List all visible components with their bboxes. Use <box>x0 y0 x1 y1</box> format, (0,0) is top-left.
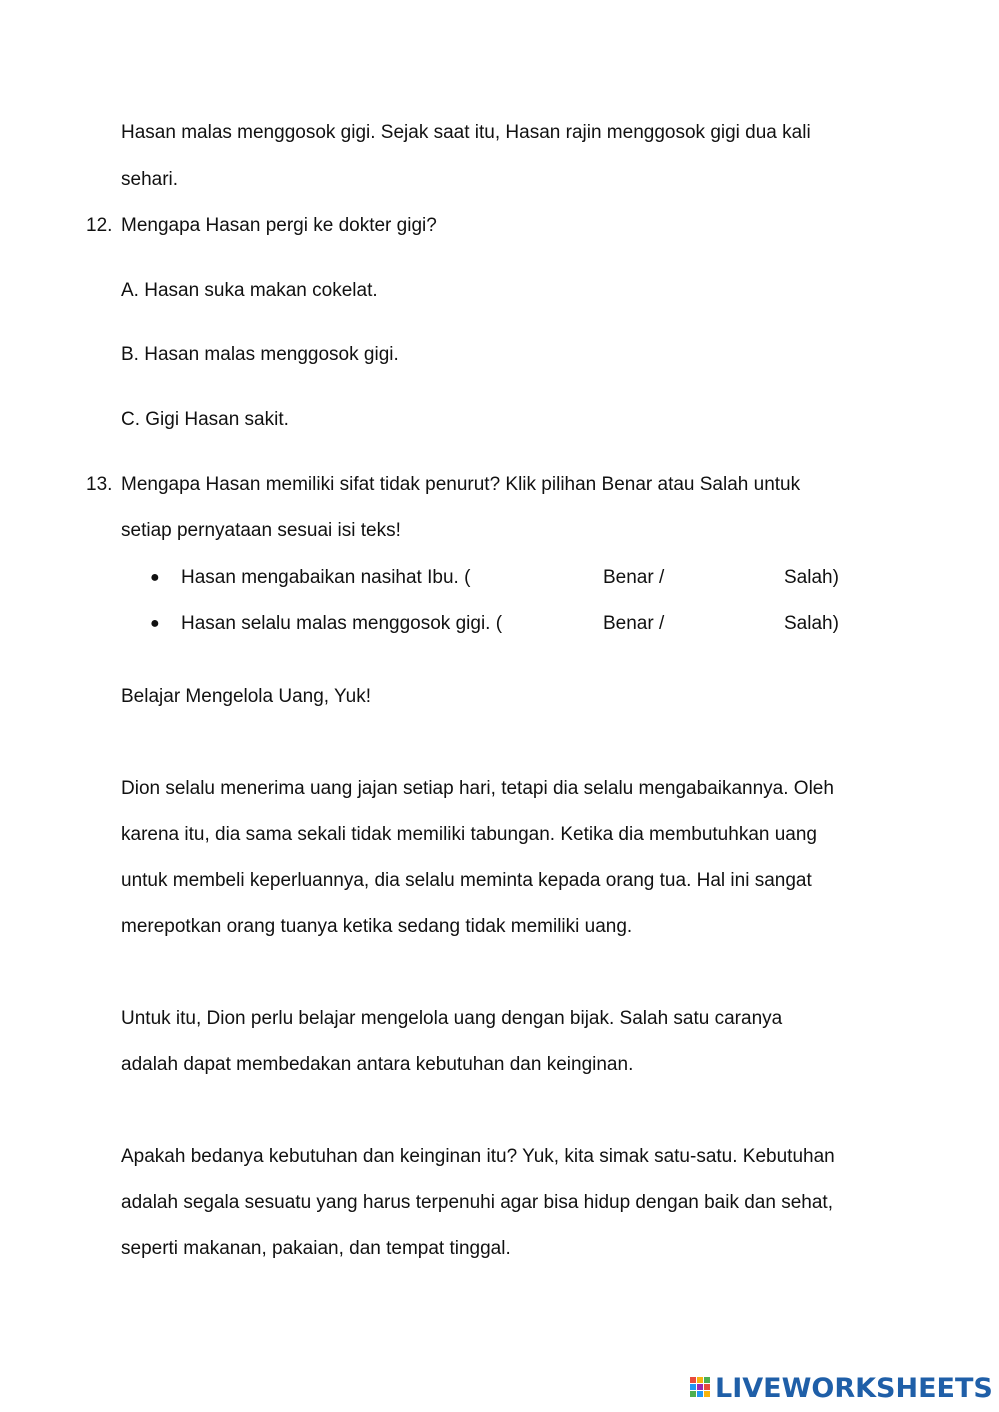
liveworksheets-logo-icon <box>690 1377 712 1401</box>
paragraph-3-line: adalah segala sesuatu yang harus terpenuhi agar bisa hidup dengan baik dan sehat, <box>121 1192 833 1213</box>
bullet-icon: ● <box>150 615 160 632</box>
paragraph-1-line: merepotkan orang tuanya ketika sedang tidak memiliki uang. <box>121 916 633 937</box>
question-12-option-c[interactable]: C. Gigi Hasan sakit. <box>121 409 289 430</box>
salah-option[interactable]: Salah) <box>784 567 839 588</box>
benar-option[interactable]: Benar / <box>603 567 665 588</box>
paragraph-2-line: Untuk itu, Dion perlu belajar mengelola uang dengan bijak. Salah satu caranya <box>121 1008 783 1029</box>
question-12-number: 12. <box>86 215 113 236</box>
statement-text: Hasan selalu malas menggosok gigi. ( <box>181 613 503 634</box>
paragraph-3-line: Apakah bedanya kebutuhan dan keinginan itu? Yuk, kita simak satu-satu. Kebutuhan <box>121 1146 835 1167</box>
paragraph-1-line: Dion selalu menerima uang jajan setiap hari, tetapi dia selalu mengabaikannya. Oleh <box>121 778 834 799</box>
question-12-option-b[interactable]: B. Hasan malas menggosok gigi. <box>121 344 399 365</box>
benar-option[interactable]: Benar / <box>603 613 665 634</box>
paragraph-1-line: karena itu, dia sama sekali tidak memiliki tabungan. Ketika dia membutuhkan uang <box>121 824 817 845</box>
intro-line-1: Hasan malas menggosok gigi. Sejak saat itu, Hasan rajin menggosok gigi dua kali <box>121 122 811 143</box>
paragraph-2-line: adalah dapat membedakan antara kebutuhan dan keinginan. <box>121 1054 634 1075</box>
salah-option[interactable]: Salah) <box>784 613 839 634</box>
liveworksheets-logo <box>690 1374 993 1404</box>
question-13-number: 13. <box>86 474 113 495</box>
question-13-text-line-1: Mengapa Hasan memiliki sifat tidak penurut? Klik pilihan Benar atau Salah untuk <box>121 474 801 495</box>
paragraph-3-line: seperti makanan, pakaian, dan tempat tinggal. <box>121 1238 511 1259</box>
question-12-text: Mengapa Hasan pergi ke dokter gigi? <box>121 215 437 236</box>
question-13-text-line-2: setiap pernyataan sesuai isi teks! <box>121 520 401 541</box>
paragraph-1-line: untuk membeli keperluannya, dia selalu meminta kepada orang tua. Hal ini sangat <box>121 870 812 891</box>
liveworksheets-logo-text: LIVEWORKSHEETS <box>715 1373 993 1404</box>
passage-title: Belajar Mengelola Uang, Yuk! <box>121 686 371 707</box>
intro-line-2: sehari. <box>121 169 179 190</box>
question-12-option-a[interactable]: A. Hasan suka makan cokelat. <box>121 280 378 301</box>
statement-text: Hasan mengabaikan nasihat Ibu. ( <box>181 567 471 588</box>
bullet-icon: ● <box>150 569 160 586</box>
